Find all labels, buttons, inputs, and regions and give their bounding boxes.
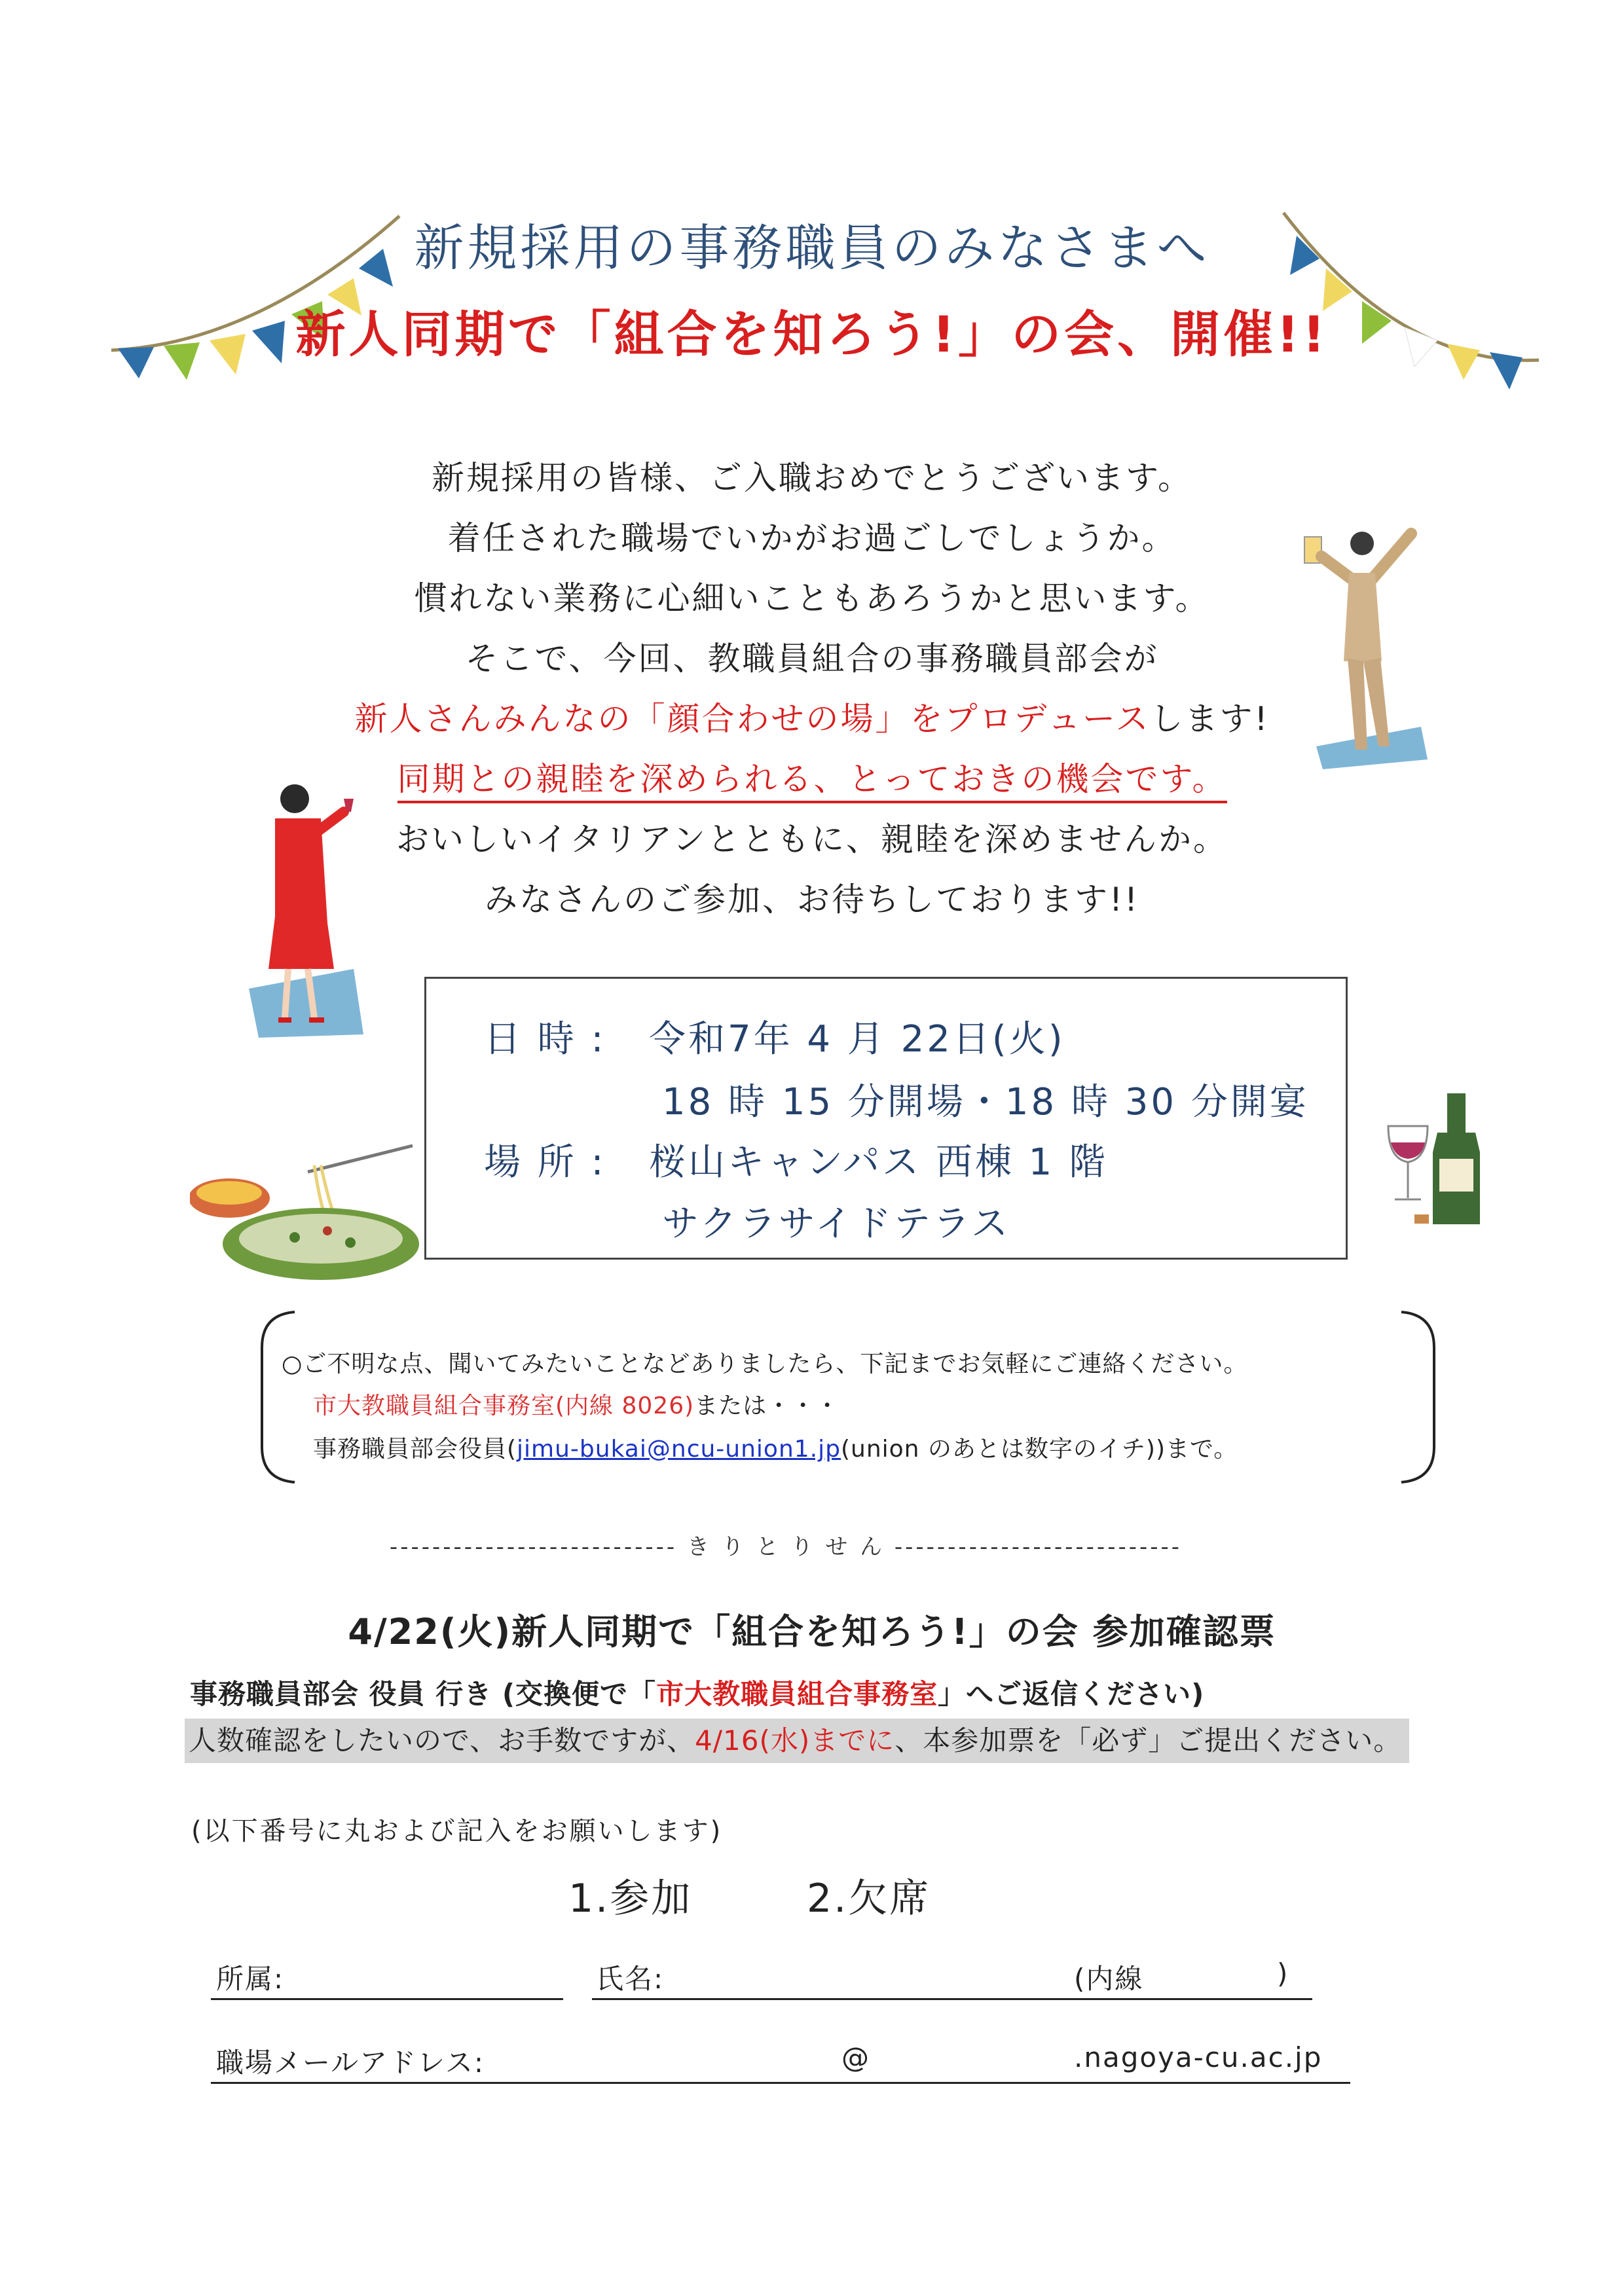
form-sub-prefix: 事務職員部会 役員 行き (交換便で「	[190, 1678, 657, 1710]
intro-line: みなさんのご参加、お待ちしております!!	[484, 881, 1140, 919]
cheering-man-illustration	[1290, 517, 1441, 773]
office-name: 市大教職員組合事務室(内線 8026)	[313, 1393, 695, 1419]
intro-line: そこで、今回、教職員組合の事務職員部会が	[465, 640, 1159, 678]
cut-line: --------------------------- き り と り せ ん ---------------------------	[389, 1534, 1183, 1560]
date-value: 令和7年 4 月 22日(火)	[649, 1018, 1065, 1061]
attend-option[interactable]: 1.参加	[568, 1876, 693, 1922]
email-domain: .nagoya-cu.ac.jp	[1074, 2041, 1323, 2073]
absent-option[interactable]: 2.欠席	[807, 1876, 931, 1922]
form-title: 4/22(火)新人同期で「組合を知ろう!」の会 参加確認票	[348, 1611, 1276, 1652]
contact-email-prefix: 事務職員部会役員(	[313, 1436, 517, 1463]
place-label: 場 所 :	[484, 1141, 606, 1184]
extension-label: (内線	[1074, 1963, 1144, 1995]
email-label: 職場メールアドレス:	[216, 2047, 485, 2079]
affiliation-field[interactable]	[211, 1998, 563, 2000]
form-sub-office: 市大教職員組合事務室	[656, 1678, 938, 1710]
time-value: 18 時 15 分開場・18 時 30 分開宴	[662, 1081, 1309, 1123]
intro-text	[288, 458, 1336, 940]
at-sign: @	[841, 2041, 870, 2073]
email-field[interactable]	[211, 2082, 1350, 2084]
pasta-illustration	[190, 1133, 426, 1283]
contact-intro: ○ご不明な点、聞いてみたいことなどありましたら、下記までお気軽にご連絡ください。	[282, 1351, 1248, 1377]
event-info-box	[424, 977, 1348, 1260]
affiliation-label: 所属:	[216, 1963, 285, 1995]
note-deadline: 4/16(水)までに	[695, 1724, 895, 1757]
name-field[interactable]	[592, 1998, 1312, 2000]
intro-line	[288, 759, 1336, 820]
form-deadline-note	[185, 1719, 1409, 1763]
contact-or: または・・・	[694, 1393, 840, 1419]
wine-bottle-illustration	[1375, 1087, 1506, 1237]
extension-close: )	[1277, 1958, 1289, 1990]
intro-underlined-highlight: 同期との親睦を深められる、とっておきの機会です。	[397, 760, 1227, 803]
woman-wine-illustration	[236, 773, 386, 1048]
note-suffix: 、本参加票を「必ず」ご提出ください。	[895, 1724, 1402, 1757]
intro-line: おいしいイタリアンとともに、親睦を深めませんか。	[396, 820, 1228, 858]
name-label: 氏名:	[596, 1963, 665, 1995]
intro-line: 着任された職場でいかがお過ごしでしょうか。	[447, 519, 1177, 557]
form-instruction: (以下番号に丸および記入をお願いします)	[191, 1816, 723, 1846]
intro-line: 慣れない業務に心細いこともあろうかと思います。	[414, 579, 1210, 617]
intro-highlight: 新人さんみんなの「顔合わせの場」をプロデュース	[354, 700, 1151, 738]
contact-email-suffix: (union のあとは数字のイチ))まで。	[840, 1436, 1238, 1463]
date-label: 日 時 :	[484, 1018, 606, 1061]
intro-line: 新規採用の皆様、ご入職おめでとうございます。	[432, 459, 1192, 497]
email-link[interactable]: jimu-bukai@ncu-union1.jp	[517, 1436, 841, 1463]
note-prefix: 人数確認をしたいので、お手数ですが、	[189, 1724, 695, 1757]
place-value-2: サクラサイドテラス	[662, 1203, 1011, 1245]
form-sub-suffix: 」へご返信ください)	[938, 1678, 1205, 1710]
contact-email-line	[313, 1430, 1238, 1464]
intro-line	[288, 699, 1336, 759]
page-title: 新規採用の事務職員のみなさまへ	[414, 219, 1210, 277]
intro-line-tail: します!	[1150, 700, 1270, 738]
page-headline: 新人同期で「組合を知ろう!」の会、開催!!	[295, 305, 1329, 363]
contact-office	[313, 1387, 840, 1421]
form-subtitle	[190, 1673, 1204, 1712]
place-value: 桜山キャンパス 西棟 1 階	[649, 1141, 1109, 1184]
